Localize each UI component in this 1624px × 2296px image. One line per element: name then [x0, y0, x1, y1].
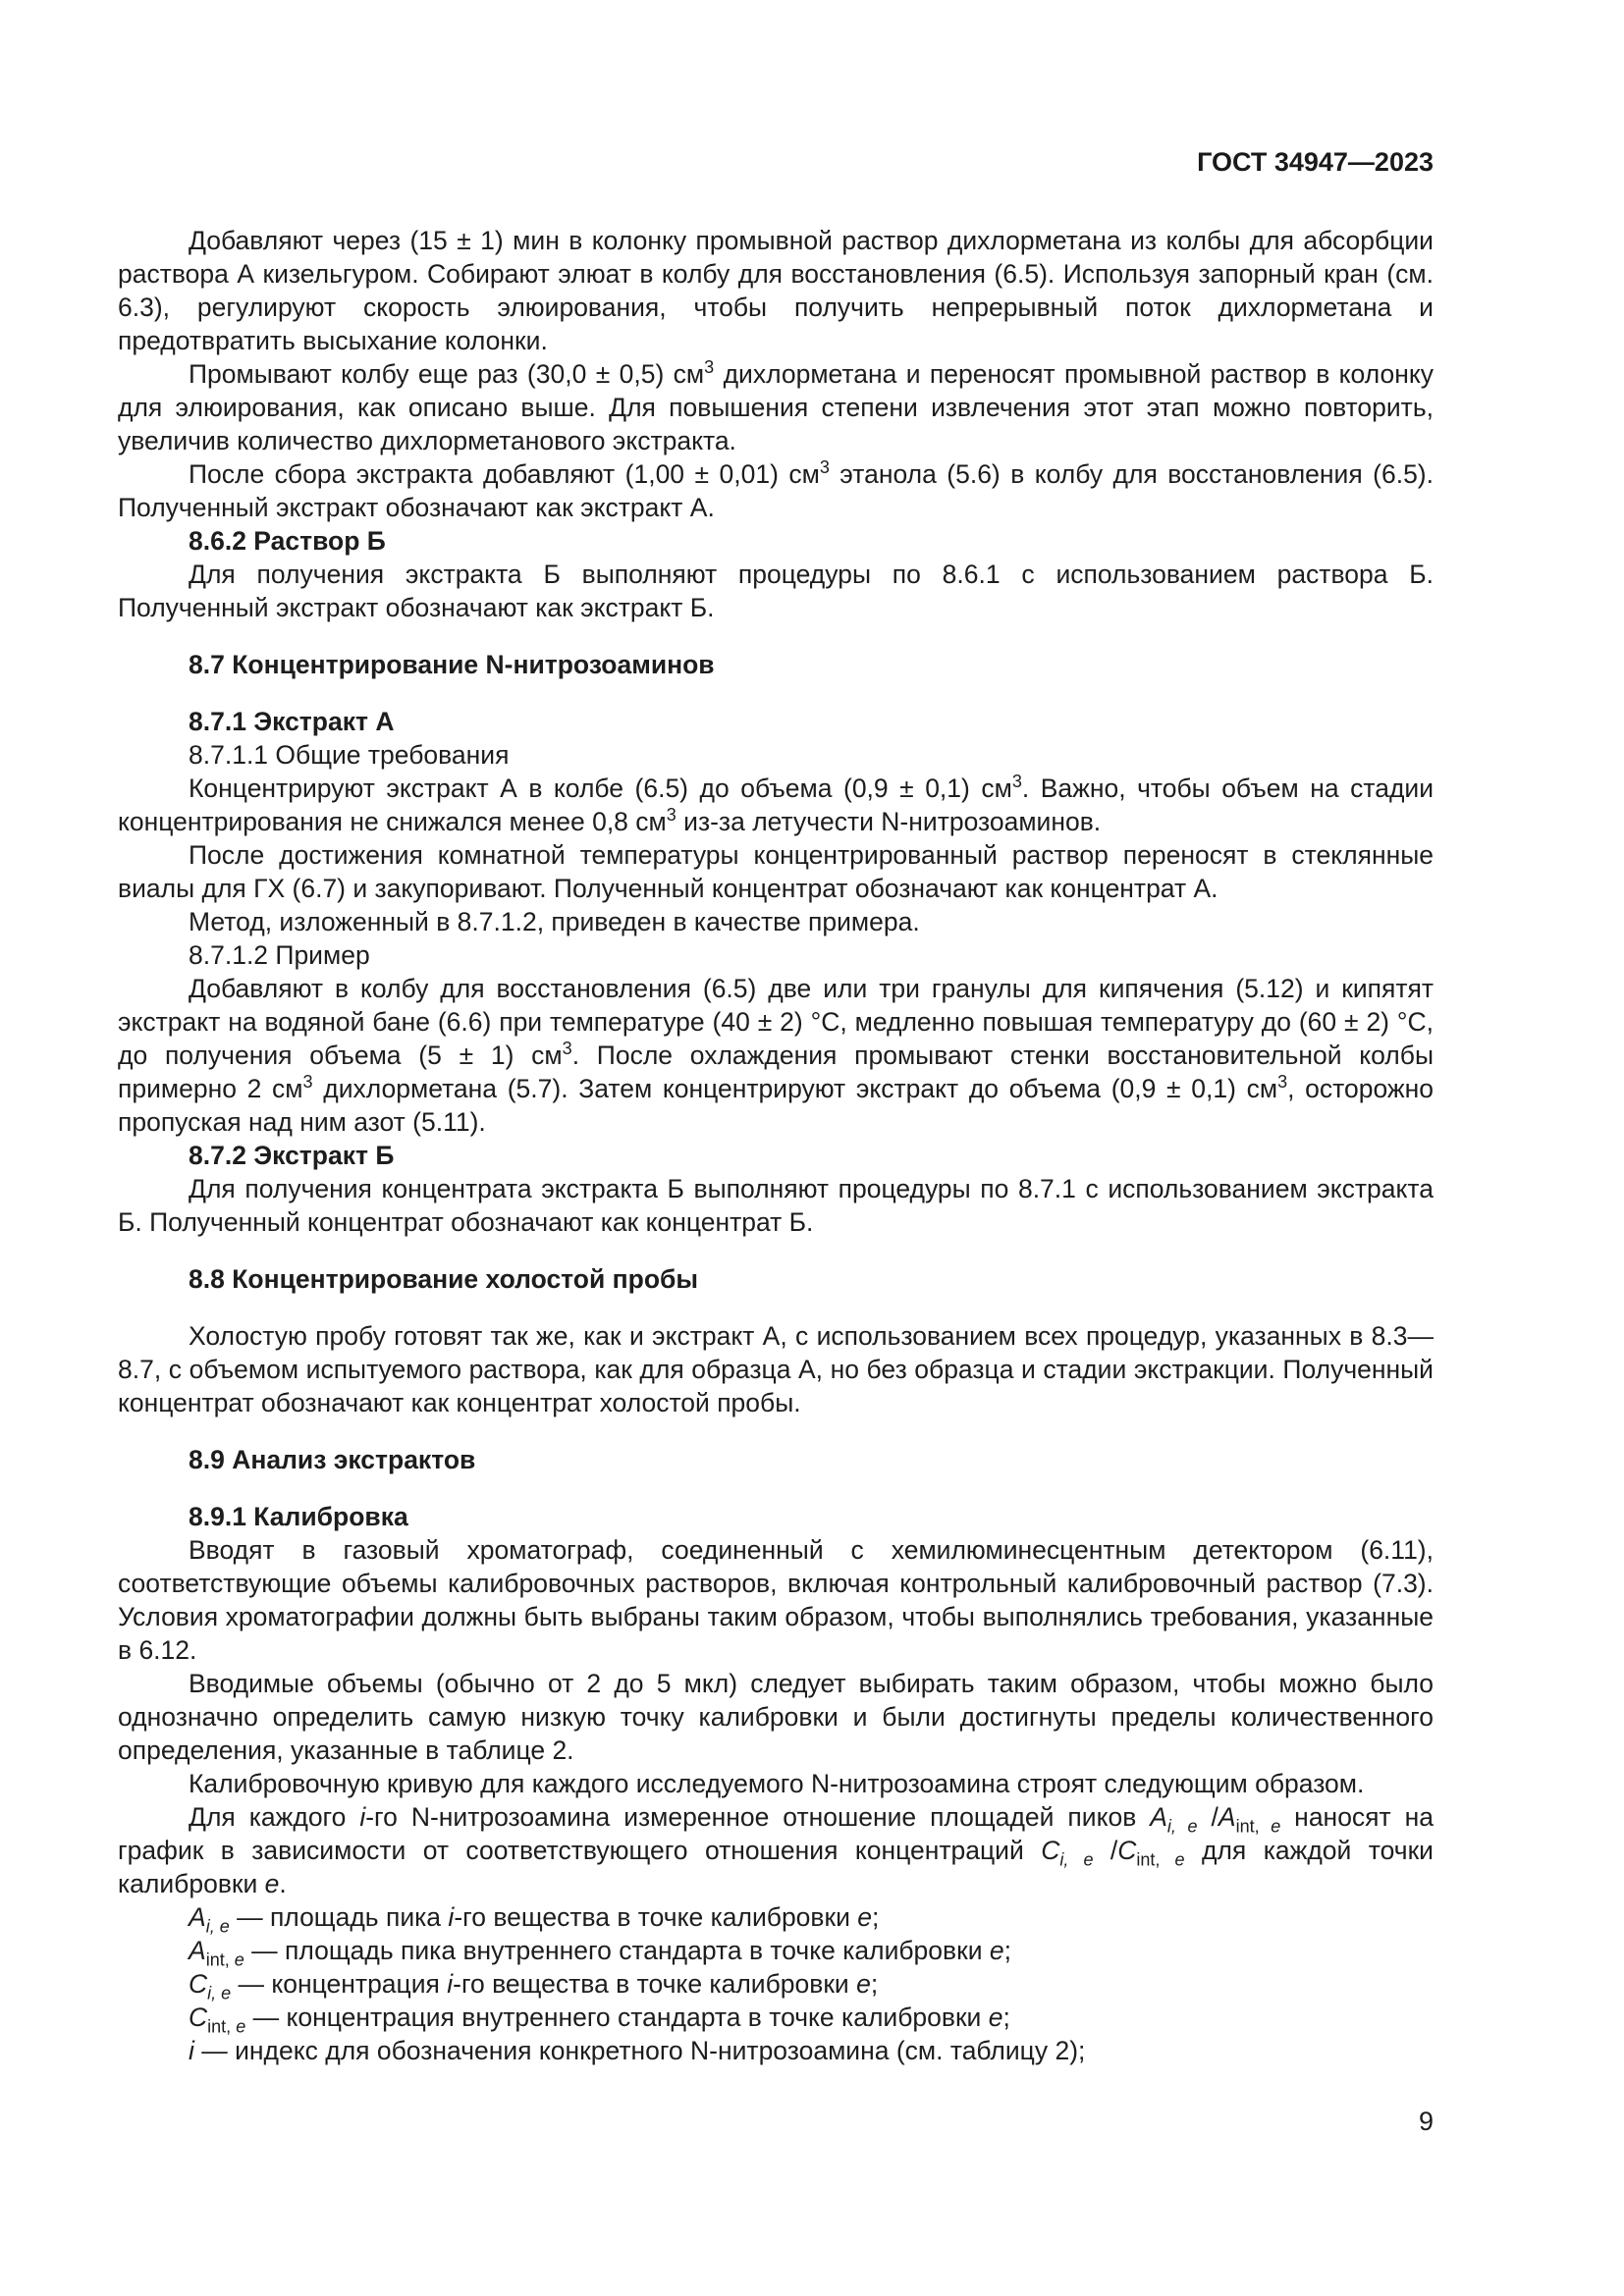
subsection-heading-8-7-1-2: 8.7.1.2 Пример — [189, 940, 370, 970]
page-number: 9 — [1418, 2107, 1434, 2136]
subsection-heading-8-7-1-1: 8.7.1.1 Общие требования — [189, 740, 510, 770]
paragraph: Вводимые объемы (обычно от 2 до 5 мкл) следует выбирать таким образом, чтобы можно было однозначно определить самую низкую точку калибровки и были достигнуты пределы количественного определения, указанные в таблице 2. — [118, 1669, 1434, 1765]
section-heading-8-7-2: 8.7.2 Экстракт Б — [189, 1141, 395, 1170]
paragraph: Метод, изложенный в 8.7.1.2, приведен в качестве примера. — [189, 907, 920, 936]
paragraph: Холостую пробу готовят так же, как и экстракт А, с использованием всех процедур, указанных в 8.3—8.7, с объемом испытуемого раствора, как для образца А, но без образца и стадии экстракции. Полученный концентрат обозначают как концентрат холостой пробы. — [118, 1321, 1434, 1417]
definition-item: $A_{int, e}$ — площадь пика внутреннего стандарта в точке калибровки e; — [189, 1936, 1011, 1970]
paragraph: Вводят в газовый хроматограф, соединенный с хемилюминесцентным детектором (6.11), соответствующие объемы калибровочных растворов, включая контрольный калибровочный раствор (7.3). Условия хроматографии должны быть выбраны таким образом, чтобы выполнялись требования, указанные в 6.12. — [118, 1535, 1434, 1665]
paragraph: После достижения комнатной температуры концентрированный раствор переносят в стеклянные виалы для ГХ (6.7) и закупоривают. Полученный концентрат обозначают как концентрат А. — [118, 840, 1434, 903]
paragraph: Добавляют в колбу для восстановления (6.5) две или три гранулы для кипячения (5.12) и кипятят экстракт на водяной бане (6.6) при температуре (40 ± 2) °С, медленно повышая температуру до (60 ± 2) °С, до получения объема (5 ± 1) $см^3$. После охлаждения промывают стенки восстановительной колбы примерно 2 $см^3$ дихлорметана (5.7). Затем концентрируют экстракт до объема (0,9 ± 0,1) $см^3$, осторожно пропуская над ним азот (5.11). — [118, 974, 1435, 1137]
section-heading-8-7-1: 8.7.1 Экстракт А — [189, 707, 395, 736]
section-heading-8-8: 8.8 Концентрирование холостой пробы — [189, 1264, 699, 1294]
page-body — [118, 224, 1434, 2067]
paragraph: После сбора экстракта добавляют (1,00 ± 0,01) $см^3$ этанола (5.6) в колбу для восстановления (6.5). Полученный экстракт обозначают как экстракт А. — [118, 457, 1434, 522]
paragraph: Для каждого i-го N-нитрозоамина измеренное отношение площадей пиков $A_{i, e}$ $/A_{int, e}$ наносят на график в зависимости от соответствующего отношения концентраций $C_{i, e}$ $/C_{int, e}$ для каждой точки калибровки e. — [118, 1802, 1434, 1898]
paragraph: Концентрируют экстракт А в колбе (6.5) до объема (0,9 ± 0,1) $см^3$. Важно, чтобы объем на стадии концентрирования не снижался менее 0,8 $см^3$ из-за летучести N-нитрозоаминов. — [118, 772, 1435, 836]
section-heading-8-6-2: 8.6.2 Раствор Б — [189, 526, 386, 556]
paragraph: Промывают колбу еще раз (30,0 ± 0,5) $см^3$ дихлорметана и переносят промывной раствор в колонку для элюирования, как описано выше. Для повышения степени извлечения этот этап можно повторить, увеличив количество дихлорметанового экстракта. — [118, 357, 1434, 455]
definition-item: $C_{i, e}$ — концентрация i-го вещества в точке калибровки e; — [189, 1969, 879, 2003]
section-heading-8-7: 8.7 Концентрирование N-нитрозоаминов — [189, 650, 715, 679]
definition-item: $C_{int, e}$ — концентрация внутреннего стандарта в точке калибровки e; — [189, 2002, 1010, 2037]
paragraph: Для получения экстракта Б выполняют процедуры по 8.6.1 с использованием раствора Б. Полученный экстракт обозначают как экстракт Б. — [118, 560, 1434, 622]
section-heading-8-9: 8.9 Анализ экстрактов — [189, 1445, 476, 1474]
paragraph: Добавляют через (15 ± 1) мин в колонку промывной раствор дихлорметана из колбы для абсорбции раствора А кизельгуром. Собирают элюат в колбу для восстановления (6.5). Используя запорный кран (см. 6.3), регулируют скорость элюирования, чтобы получить непрерывный поток дихлорметана и предотвратить высыхание колонки. — [118, 226, 1434, 355]
section-heading-8-9-1: 8.9.1 Калибровка — [189, 1502, 408, 1531]
paragraph: Калибровочную кривую для каждого исследуемого N-нитрозоамина строят следующим образом. — [189, 1769, 1365, 1798]
document-header: ГОСТ 34947—2023 — [1197, 147, 1434, 177]
paragraph: Для получения концентрата экстракта Б выполняют процедуры по 8.7.1 с использованием экстракта Б. Полученный концентрат обозначают как концентрат Б. — [118, 1174, 1434, 1237]
definition-item: i — индекс для обозначения конкретного N-нитрозоамина (см. таблицу 2); — [189, 2036, 1086, 2065]
definition-item: $A_{i, e}$ — площадь пика i-го вещества в точке калибровки e; — [189, 1902, 880, 1937]
